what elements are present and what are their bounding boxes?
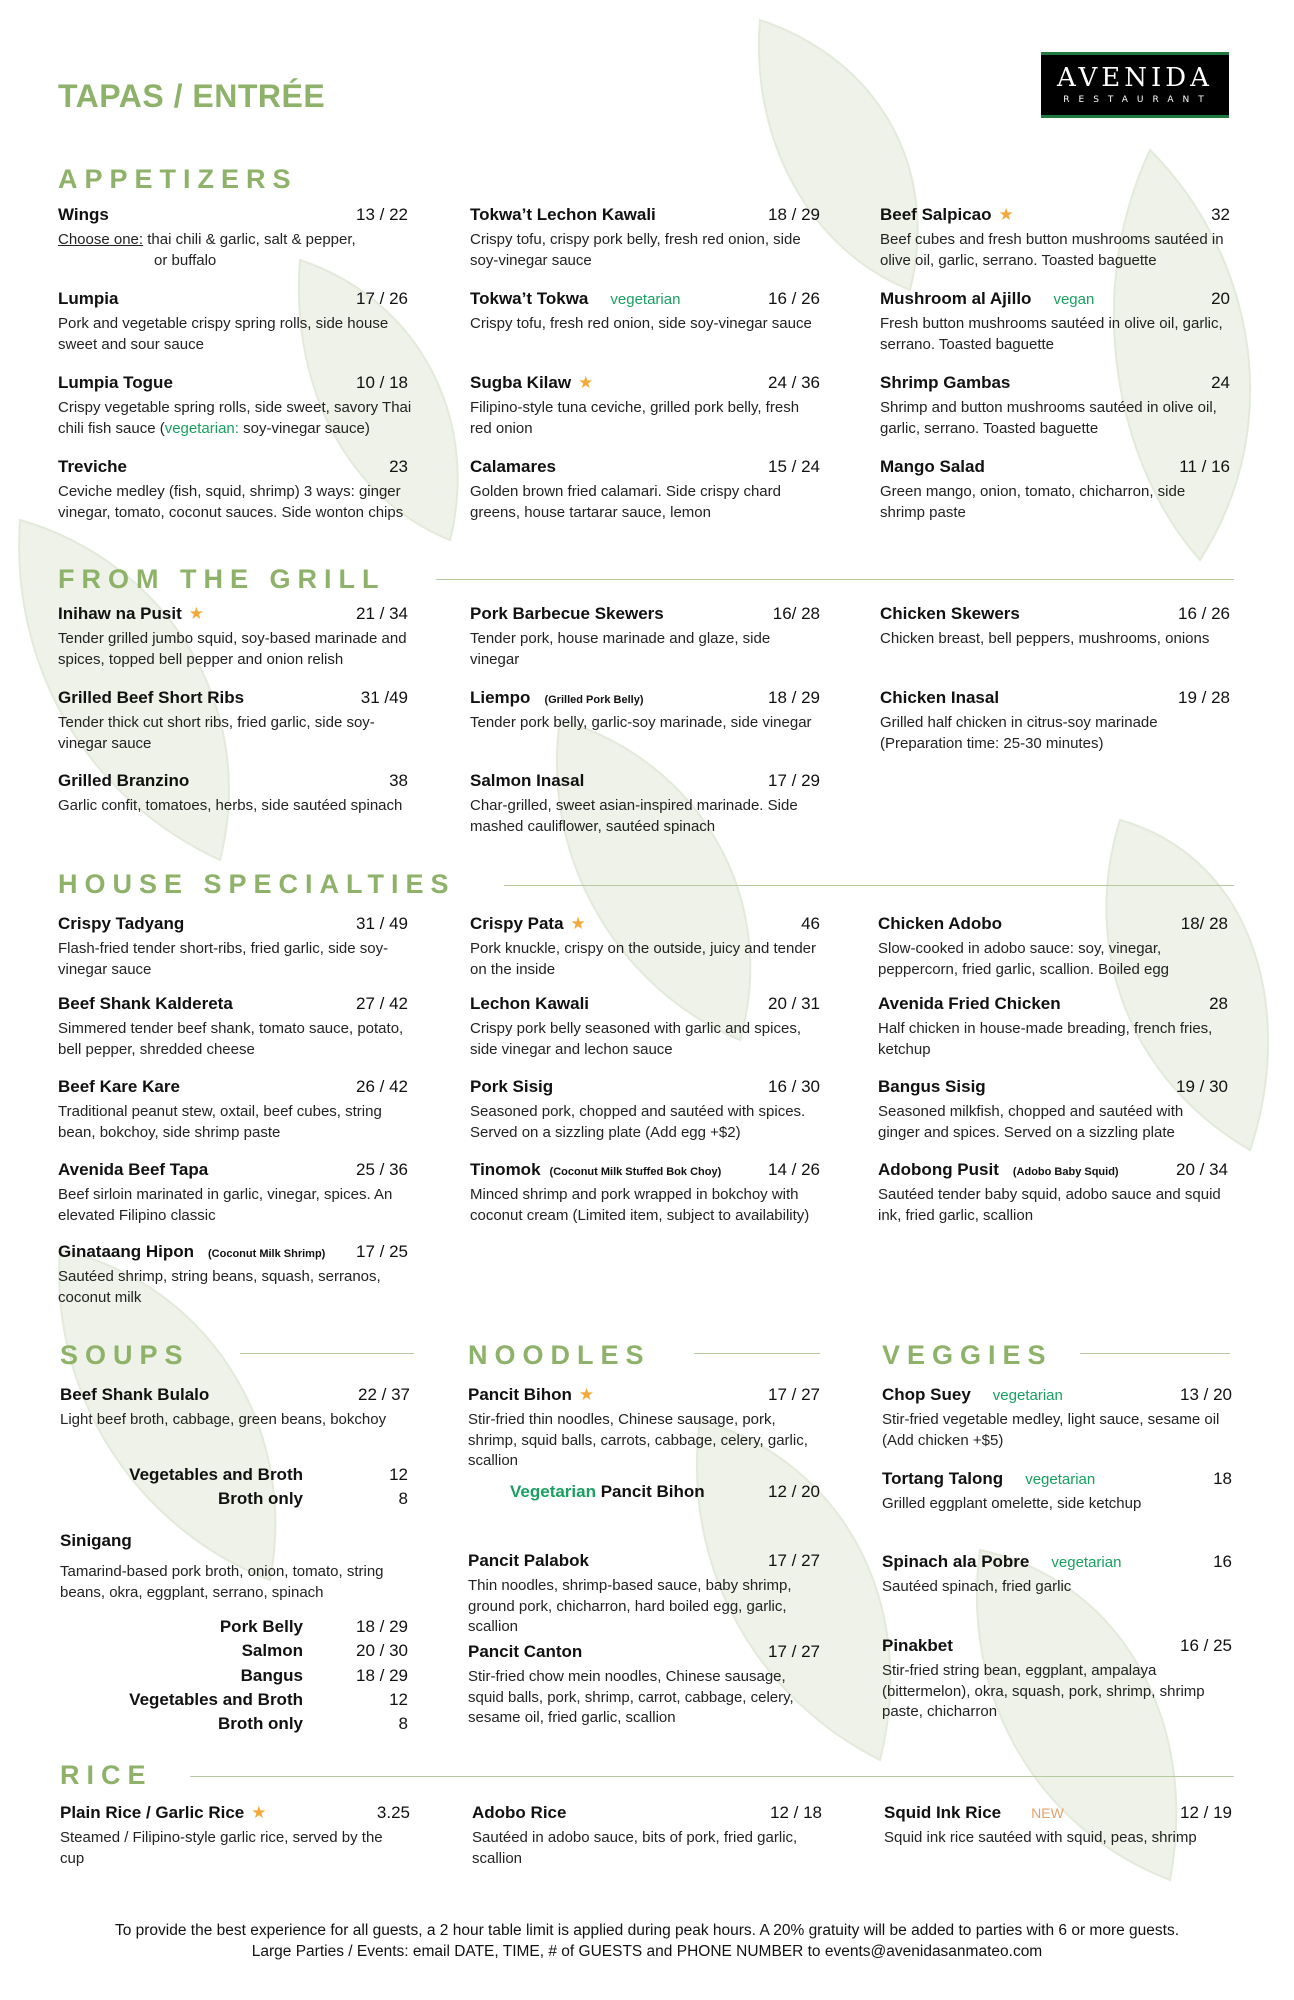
item-price: 17 / 27 <box>768 1642 820 1661</box>
menu-item-bangus-sisig <box>878 1077 1228 1143</box>
item-name: Inihaw na Pusit <box>58 604 182 623</box>
choose-one-label: Choose one: <box>58 231 144 248</box>
menu-item-liempo <box>470 688 820 734</box>
vegetarian-label: Vegetarian <box>510 1482 596 1501</box>
item-description: Tender grilled jumbo squid, soy-based marinade and spices, topped bell pepper and onion relish <box>58 630 407 668</box>
vegetarian-label: vegetarian: <box>164 419 239 437</box>
item-price: 18 / 29 <box>768 688 820 707</box>
item-description: Sautéed shrimp, string beans, squash, serranos, coconut milk <box>58 1268 381 1306</box>
menu-item-salmon-inasal <box>470 771 820 837</box>
menu-item-mushroom-ajillo <box>880 289 1230 355</box>
menu-item-lumpia <box>58 289 408 355</box>
section-title-specialties: HOUSE SPECIALTIES <box>58 869 456 899</box>
item-name: Sugba Kilaw <box>470 373 572 392</box>
option-label: Vegetables and Broth <box>129 1690 303 1709</box>
item-description: Sautéed tender baby squid, adobo sauce and squid ink, fried garlic, scallion <box>878 1186 1221 1224</box>
item-name: Beef Shank Kaldereta <box>58 994 233 1013</box>
item-description: Sautéed spinach, fried garlic <box>882 1578 1072 1595</box>
item-name: Grilled Branzino <box>58 771 190 790</box>
item-price: 20 / 31 <box>768 994 820 1013</box>
restaurant-logo <box>1041 52 1229 118</box>
item-price: 16 / 26 <box>768 289 820 308</box>
item-name: Pancit Palabok <box>468 1551 589 1570</box>
item-price: 17 / 27 <box>768 1551 820 1570</box>
section-divider <box>240 1353 414 1354</box>
item-price: 28 <box>1209 994 1228 1013</box>
section-title-rice: RICE <box>60 1760 153 1790</box>
section-divider <box>436 579 1234 580</box>
item-description: Crispy tofu, crispy pork belly, fresh red onion, side soy-vinegar sauce <box>470 231 801 269</box>
item-name: Tinomok <box>470 1160 541 1179</box>
menu-item-lumpia-togue <box>58 373 440 439</box>
item-price: 17 / 29 <box>768 771 820 790</box>
menu-item-pancit-bihon <box>468 1385 820 1472</box>
item-description: Crispy pork belly seasoned with garlic and spices, side vinegar and lechon sauce <box>470 1020 801 1058</box>
footer-policy: To provide the best experience for all guests, a 2 hour table limit is applied during peak hours. A 20% gratuity will be added to parties with 6 or more guests. <box>114 1922 1180 1939</box>
vegetarian-tag: vegetarian <box>610 291 681 308</box>
menu-item-pinakbet <box>882 1636 1232 1723</box>
item-description: Steamed / Filipino-style garlic rice, served by the cup <box>60 1829 383 1867</box>
item-description: Stir-fried chow mein noodles, Chinese sausage, squid balls, pork, shrimp, carrot, cabbage, celery, sesame oil, fried garlic, scallion <box>468 1668 794 1726</box>
item-price: 16/ 28 <box>772 604 820 623</box>
item-price: 12 / 19 <box>1180 1803 1232 1822</box>
item-description: Stir-fried string bean, eggplant, ampalaya (bittermelon), okra, squash, pork, shrimp, shrimp paste, chicharron <box>882 1662 1205 1720</box>
item-description: Shrimp and button mushrooms sautéed in olive oil, garlic, serrano. Toasted baguette <box>880 399 1217 437</box>
option-label: Pork Belly <box>219 1617 303 1636</box>
item-name: Adobong Pusit <box>878 1160 999 1179</box>
menu-item-pancit-canton <box>468 1642 820 1729</box>
item-name: Shrimp Gambas <box>880 373 1011 392</box>
menu-item-beef-salpicao <box>880 205 1242 271</box>
item-price: 24 <box>1211 373 1230 392</box>
item-price: 16 / 26 <box>1178 604 1230 623</box>
option-price: 8 <box>398 1714 408 1733</box>
item-price: 19 / 28 <box>1178 688 1230 707</box>
option-price: 18 / 29 <box>356 1666 408 1685</box>
logo-subtitle: RESTAURANT <box>1063 95 1213 105</box>
item-price: 14 / 26 <box>768 1160 820 1179</box>
menu-item-tortang-talong <box>882 1469 1232 1515</box>
item-name: Beef Shank Bulalo <box>60 1385 210 1404</box>
menu-item-sinigang <box>60 1531 410 1603</box>
item-name: Liempo <box>470 688 531 707</box>
item-price: 38 <box>389 771 408 790</box>
menu-item-spinach-ala-pobre <box>882 1552 1232 1598</box>
item-description: Crispy tofu, fresh red onion, side soy-vinegar sauce <box>470 315 812 332</box>
vegetarian-tag: vegetarian <box>1051 1554 1122 1571</box>
menu-item-chop-suey <box>882 1385 1232 1451</box>
item-description: Garlic confit, tomatoes, herbs, side sautéed spinach <box>58 797 403 814</box>
item-price: 18/ 28 <box>1180 914 1228 933</box>
item-name: Grilled Beef Short Ribs <box>58 688 245 707</box>
item-name: Squid Ink Rice <box>884 1803 1002 1822</box>
item-name: Sinigang <box>60 1531 132 1550</box>
menu-item-avenida-fried-chicken <box>878 994 1228 1060</box>
item-price: 12 / 18 <box>770 1803 822 1822</box>
item-name: Treviche <box>58 457 127 476</box>
item-name: Crispy Tadyang <box>58 914 185 933</box>
item-description: Seasoned milkfish, chopped and sautéed with ginger and spices. Served on a sizzling plate <box>878 1103 1184 1141</box>
item-price: 18 / 29 <box>768 205 820 224</box>
item-description: Grilled half chicken in citrus-soy marinade (Preparation time: 25-30 minutes) <box>880 714 1158 752</box>
star-icon: ★ <box>251 1803 267 1822</box>
item-description: Tender pork belly, garlic-soy marinade, side vinegar <box>470 714 812 731</box>
item-description: Choose one: thai chili & garlic, salt & pepper, or buffalo <box>58 231 356 269</box>
item-name: Chicken Inasal <box>880 688 1000 707</box>
item-note: (Coconut Milk Stuffed Bok Choy) <box>549 1166 722 1178</box>
item-description: Beef cubes and fresh button mushrooms sautéed in olive oil, garlic, serrano. Toasted baguette <box>880 231 1224 269</box>
item-description: Traditional peanut stew, oxtail, beef cubes, string bean, bokchoy, side shrimp paste <box>58 1103 382 1141</box>
item-name: Salmon Inasal <box>470 771 585 790</box>
menu-item-inihaw-na-pusit <box>58 604 408 670</box>
item-price: 15 / 24 <box>768 457 820 476</box>
item-price: 26 / 42 <box>356 1077 408 1096</box>
item-price: 20 <box>1211 289 1230 308</box>
menu-item-crispy-tadyang <box>58 914 408 980</box>
option-price: 8 <box>398 1489 408 1508</box>
item-description: Seasoned pork, chopped and sautéed with spices. Served on a sizzling plate (Add egg +$2) <box>470 1103 806 1141</box>
option-label: Bangus <box>240 1666 303 1685</box>
menu-item-tokwat-tokwa <box>470 289 820 335</box>
option-label: Salmon <box>241 1641 303 1660</box>
item-name: Pork Sisig <box>470 1077 554 1096</box>
menu-item-squid-ink-rice <box>884 1803 1232 1849</box>
option-label: Broth only <box>218 1489 303 1508</box>
item-description: Pork knuckle, crispy on the outside, juicy and tender on the inside <box>470 940 817 978</box>
item-note: (Adobo Baby Squid) <box>1012 1166 1119 1178</box>
item-price: 31 /49 <box>360 688 408 707</box>
item-price: 11 / 16 <box>1179 457 1230 476</box>
item-name: Chicken Skewers <box>880 604 1020 623</box>
item-name: Lumpia <box>58 289 119 308</box>
item-price: 27 / 42 <box>356 994 408 1013</box>
item-description: Grilled eggplant omelette, side ketchup <box>882 1495 1142 1512</box>
item-description: Filipino-style tuna ceviche, grilled pork belly, fresh red onion <box>470 399 800 437</box>
menu-item-plain-garlic-rice <box>60 1803 410 1869</box>
menu-item-beef-shank-bulalo <box>60 1385 410 1431</box>
item-name: Lechon Kawali <box>470 994 590 1013</box>
option-price: 12 <box>389 1690 408 1709</box>
section-title-soups: SOUPS <box>60 1340 190 1370</box>
menu-item-pork-sisig <box>470 1077 850 1143</box>
item-name: Tokwa’t Tokwa <box>470 289 589 308</box>
menu-item-mango-salad <box>880 457 1230 523</box>
item-name: Avenida Beef Tapa <box>58 1160 209 1179</box>
section-divider <box>504 885 1234 886</box>
menu-item-vegetarian-pancit-bihon <box>510 1482 820 1504</box>
menu-item-shrimp-gambas <box>880 373 1230 439</box>
item-note: (Grilled Pork Belly) <box>544 694 644 706</box>
item-name: Chop Suey <box>882 1385 971 1404</box>
section-title-grill: FROM THE GRILL <box>58 564 386 594</box>
item-name: Plain Rice / Garlic Rice <box>60 1803 245 1822</box>
item-description: Tender pork, house marinade and glaze, side vinegar <box>470 630 771 668</box>
item-price: 18 <box>1213 1469 1232 1488</box>
new-badge: NEW <box>1031 1805 1064 1821</box>
item-price: 22 / 37 <box>358 1385 410 1404</box>
item-price: 23 <box>389 457 408 476</box>
star-icon: ★ <box>188 604 204 623</box>
item-price: 31 / 49 <box>356 914 408 933</box>
item-price: 20 / 34 <box>1176 1160 1228 1179</box>
item-name: Pancit Canton <box>468 1642 583 1661</box>
item-description: Stir-fried vegetable medley, light sauce, sesame oil (Add chicken +$5) <box>882 1411 1220 1449</box>
menu-item-lechon-kawali <box>470 994 820 1060</box>
section-title-appetizers: APPETIZERS <box>58 164 298 194</box>
option-price: 20 / 30 <box>356 1641 408 1660</box>
item-name: Crispy Pata <box>470 914 564 933</box>
item-description: Slow-cooked in adobo sauce: soy, vinegar, peppercorn, fried garlic, scallion. Boiled egg <box>878 940 1169 978</box>
item-price: 17 / 25 <box>356 1242 408 1261</box>
menu-item-grilled-branzino <box>58 771 408 817</box>
item-price: 17 / 26 <box>356 289 408 308</box>
star-icon: ★ <box>998 205 1014 224</box>
item-name: Tortang Talong <box>882 1469 1004 1488</box>
menu-item-treviche <box>58 457 408 523</box>
item-name: Pork Barbecue Skewers <box>470 604 664 623</box>
option-label: Vegetables and Broth <box>129 1465 303 1484</box>
item-price: 16 <box>1213 1552 1232 1571</box>
menu-item-tinomok <box>470 1160 820 1226</box>
item-description: Squid ink rice sautéed with squid, peas, shrimp <box>884 1829 1197 1846</box>
item-description: Chicken breast, bell peppers, mushrooms, onions <box>880 630 1210 647</box>
item-description: Simmered tender beef shank, tomato sauce, potato, bell pepper, shredded cheese <box>58 1020 404 1058</box>
item-name: Pancit Bihon <box>468 1385 572 1404</box>
item-description: Green mango, onion, tomato, chicharron, side shrimp paste <box>880 483 1186 521</box>
item-name: Beef Salpicao <box>880 205 992 224</box>
menu-item-pork-bbq-skewers <box>470 604 820 670</box>
item-price: 17 / 27 <box>768 1385 820 1404</box>
item-price: 25 / 36 <box>356 1160 408 1179</box>
item-description: Minced shrimp and pork wrapped in bokchoy with coconut cream (Limited item, subject to availability) <box>470 1186 810 1224</box>
star-icon: ★ <box>578 1385 595 1404</box>
item-price: 3.25 <box>376 1803 410 1822</box>
item-price: 16 / 25 <box>1180 1636 1232 1655</box>
item-price: 19 / 30 <box>1176 1077 1228 1096</box>
item-name: Spinach ala Pobre <box>882 1552 1030 1571</box>
option-label: Broth only <box>218 1714 303 1733</box>
item-description: Crispy vegetable spring rolls, side sweet, savory Thai chili fish sauce (vegetarian: soy-vinegar sauce) <box>58 399 412 437</box>
item-name: Bangus Sisig <box>878 1077 986 1096</box>
menu-item-kare-kare <box>58 1077 408 1143</box>
item-name: Chicken Adobo <box>878 914 1003 933</box>
menu-item-chicken-adobo <box>878 914 1228 980</box>
item-description: Golden brown fried calamari. Side crispy chard greens, house tartarar sauce, lemon <box>470 483 781 521</box>
menu-item-sugba-kilaw <box>470 373 820 439</box>
item-description: Light beef broth, cabbage, green beans, bokchoy <box>60 1411 387 1428</box>
menu-item-beef-tapa <box>58 1160 408 1226</box>
menu-item-chicken-inasal <box>880 688 1230 754</box>
item-price: 12 / 20 <box>768 1482 820 1501</box>
section-divider <box>1080 1353 1230 1354</box>
item-name: Pinakbet <box>882 1636 953 1655</box>
item-price: 21 / 34 <box>356 604 408 623</box>
option-price: 12 <box>389 1465 408 1484</box>
menu-item-adobo-rice <box>472 1803 822 1869</box>
item-price: 24 / 36 <box>768 373 820 392</box>
item-name: Tokwa’t Lechon Kawali <box>470 205 656 224</box>
page-title: TAPAS / ENTRÉE <box>58 78 326 114</box>
footer-events-contact: Large Parties / Events: email DATE, TIME, # of GUESTS and PHONE NUMBER to events@avenidasanmateo.com <box>251 1943 1043 1960</box>
item-name: Pancit Bihon <box>596 1482 705 1501</box>
item-description: Beef sirloin marinated in garlic, vinegar, spices. An elevated Filipino classic <box>58 1186 393 1224</box>
section-title-noodles: NOODLES <box>468 1340 651 1370</box>
vegetarian-tag: vegetarian <box>1025 1471 1096 1488</box>
item-description: Half chicken in house-made breading, french fries, ketchup <box>878 1020 1213 1058</box>
item-price: 10 / 18 <box>356 373 408 392</box>
menu-item-grilled-short-ribs <box>58 688 408 754</box>
logo-name: AVENIDA <box>1057 63 1213 93</box>
item-name: Adobo Rice <box>472 1803 567 1822</box>
item-name: Wings <box>58 205 109 224</box>
item-description: Pork and vegetable crispy spring rolls, side house sweet and sour sauce <box>58 315 389 353</box>
menu-item-wings <box>58 205 408 271</box>
section-title-veggies: VEGGIES <box>882 1340 1053 1370</box>
vegan-tag: vegan <box>1053 291 1095 308</box>
option-price: 18 / 29 <box>356 1617 408 1636</box>
item-price: 32 <box>1211 205 1230 224</box>
item-name: Ginataang Hipon <box>58 1242 194 1261</box>
item-name: Mango Salad <box>880 457 985 476</box>
section-divider <box>694 1353 820 1354</box>
section-divider <box>190 1776 1234 1777</box>
item-price: 46 <box>801 914 820 933</box>
item-description: Tender thick cut short ribs, fried garlic, side soy-vinegar sauce <box>58 714 375 752</box>
item-name: Calamares <box>470 457 557 476</box>
star-icon: ★ <box>578 373 594 392</box>
item-description: Char-grilled, sweet asian-inspired marinade. Side mashed cauliflower, sautéed spinach <box>470 797 798 835</box>
item-description: Ceviche medley (fish, squid, shrimp) 3 ways: ginger vinegar, tomato, coconut sauces. Side wonton chips <box>58 483 404 521</box>
item-description: Flash-fried tender short-ribs, fried garlic, side soy-vinegar sauce <box>58 940 389 978</box>
menu-item-crispy-pata <box>470 914 820 980</box>
menu-item-kaldereta <box>58 994 408 1060</box>
menu-item-ginataang-hipon <box>58 1242 408 1308</box>
menu-item-tokwat-lechon <box>470 205 820 271</box>
item-description: Tamarind-based pork broth, onion, tomato, string beans, okra, eggplant, serrano, spinach <box>60 1563 384 1601</box>
item-description: Stir-fried thin noodles, Chinese sausage, pork, shrimp, squid balls, carrots, cabbage, celery, garlic, scallion <box>468 1411 808 1469</box>
item-description: Sautéed in adobo sauce, bits of pork, fried garlic, scallion <box>472 1829 798 1867</box>
item-description: Fresh button mushrooms sautéed in olive oil, garlic, serrano. Toasted baguette <box>880 315 1223 353</box>
star-icon: ★ <box>570 914 586 933</box>
menu-item-pancit-palabok <box>468 1551 828 1638</box>
item-price: 13 / 22 <box>356 205 408 224</box>
vegetarian-tag: vegetarian <box>992 1387 1063 1404</box>
item-name: Lumpia Togue <box>58 373 173 392</box>
item-name: Beef Kare Kare <box>58 1077 180 1096</box>
item-price: 13 / 20 <box>1180 1385 1232 1404</box>
item-price: 16 / 30 <box>768 1077 820 1096</box>
item-name: Mushroom al Ajillo <box>880 289 1032 308</box>
menu-item-chicken-skewers <box>880 604 1230 650</box>
menu-item-adobong-pusit <box>878 1160 1228 1226</box>
item-note: (Coconut Milk Shrimp) <box>208 1248 326 1260</box>
item-description: Thin noodles, shrimp-based sauce, baby shrimp, ground pork, chicharron, hard boiled egg, garlic, scallion <box>468 1577 792 1635</box>
menu-item-calamares <box>470 457 820 523</box>
item-name: Avenida Fried Chicken <box>878 994 1061 1013</box>
